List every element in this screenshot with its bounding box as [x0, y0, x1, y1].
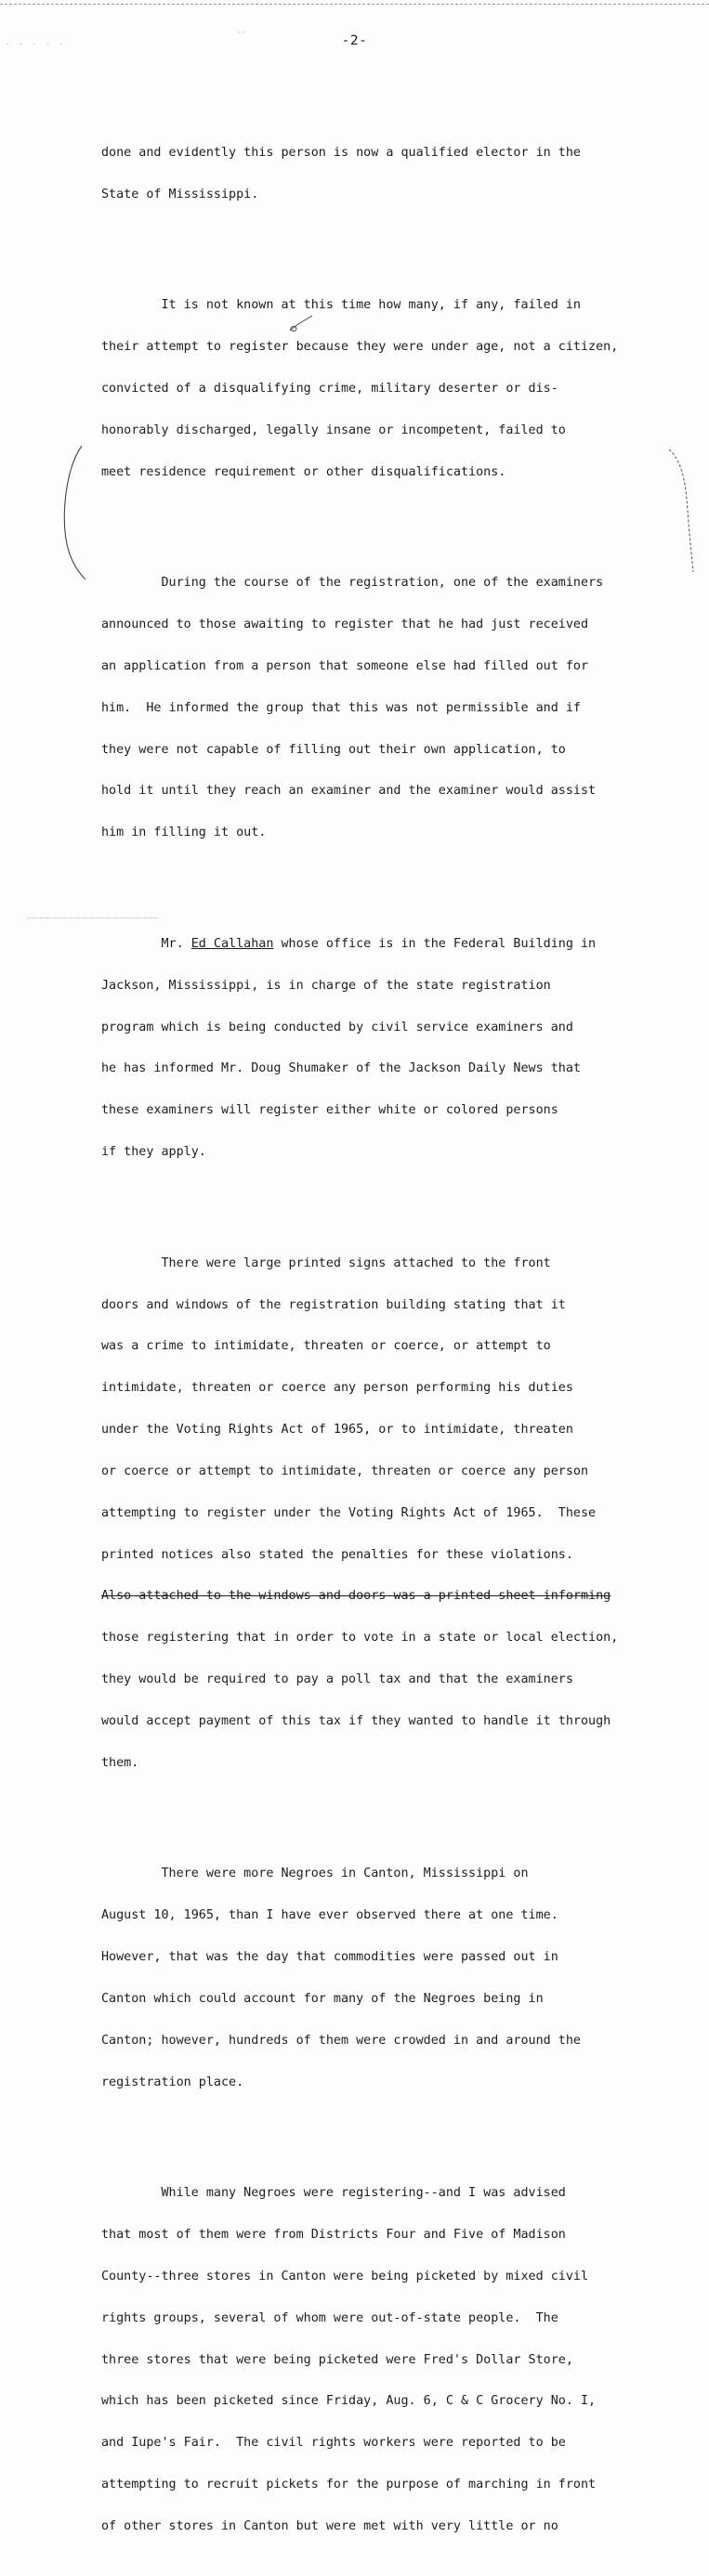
paragraph-6	[101, 1841, 696, 2118]
right-margin-bracket	[665, 446, 702, 576]
callahan-post: whose office is in the Federal Building in	[273, 936, 597, 951]
text-line: intimidate, threaten or coerce any person performing his duties	[101, 1381, 573, 1396]
text-line: August 10, 1965, than I have ever observed there at one time.	[101, 1908, 558, 1923]
text-line: those registering that in order to vote in a state or local election,	[101, 1631, 619, 1646]
text-line: rights groups, several of whom were out-of-state people. The	[101, 2310, 558, 2325]
text-line: There were more Negroes in Canton, Mississippi on	[101, 1867, 529, 1881]
callahan-pre: Mr.	[101, 936, 191, 951]
text-line: attempting to register under the Voting Rights Act of 1965. These	[101, 1505, 597, 1520]
text-line: State of Mississippi.	[101, 187, 259, 202]
page-number: -2-	[341, 33, 368, 48]
text-line: their attempt to register because they were under age, not a citizen,	[101, 340, 619, 355]
text-line: announced to those awaiting to register that he had just received	[101, 618, 589, 632]
text-line: doors and windows of the registration building stating that it	[101, 1297, 566, 1312]
corner-scan-marks: . . . . .	[6, 39, 66, 46]
text-line: would accept payment of this tax if they wanted to handle it through	[101, 1713, 611, 1728]
text-line: that most of them were from Districts Four and Five of Madison	[101, 2228, 566, 2243]
text-line: they would be required to pay a poll tax and that the examiners	[101, 1672, 573, 1687]
text-line: It is not known at this time how many, if any, failed in	[101, 298, 581, 313]
top-edge-rule	[0, 0, 709, 5]
text-line: honorably discharged, legally insane or incompetent, failed to	[101, 423, 566, 437]
text-line: hold it until they reach an examiner and the examiner would assist	[101, 784, 597, 799]
callahan-name: Ed Callahan	[190, 936, 274, 951]
text-line: done and evidently this person is now a qualified elector in the	[101, 145, 581, 160]
text-line: There were large printed signs attached to the front	[101, 1255, 551, 1270]
text-line: or coerce or attempt to intimidate, threaten or coerce any person	[101, 1464, 589, 1478]
text-line: However, that was the day that commodities were passed out in	[101, 1950, 558, 1965]
text-line: Canton which could account for many of the Negroes being in	[101, 1991, 544, 2006]
faint-mark: --	[237, 28, 246, 36]
text-line: if they apply.	[101, 1145, 206, 1160]
text-line: Jackson, Mississippi, is in charge of the state registration	[101, 978, 551, 993]
text-line: these examiners will register either white or colored persons	[101, 1103, 558, 1118]
paragraph-5	[101, 1229, 696, 1799]
text-line: under the Voting Rights Act of 1965, or to intimidate, threaten	[101, 1423, 573, 1438]
text-line: him. He informed the group that this was not permissible and if	[101, 700, 581, 715]
text-line: While many Negroes were registering--and I was advised	[101, 2186, 566, 2201]
text-line: them.	[101, 1755, 139, 1770]
paragraph-7	[101, 2159, 696, 2562]
left-margin-bracket	[58, 442, 85, 581]
paragraph-4	[101, 910, 696, 1188]
text-line: an application from a person that someone else had filled out for	[101, 658, 589, 673]
text-line-callahan	[101, 938, 696, 952]
paragraph-3	[101, 549, 696, 868]
text-line: was a crime to intimidate, threaten or coerce, or attempt to	[101, 1339, 551, 1354]
text-line: three stores that were being picketed were Fred's Dollar Store,	[101, 2352, 573, 2367]
text-line: which has been picketed since Friday, Aug. 6, C & C Grocery No. I,	[101, 2394, 597, 2409]
text-line: printed notices also stated the penalties for these violations.	[101, 1547, 573, 1562]
text-line: convicted of a disqualifying crime, military deserter or dis-	[101, 381, 558, 396]
text-line: attempting to recruit pickets for the purpose of marching in front	[101, 2478, 597, 2492]
text-line: program which is being conducted by civil service examiners and	[101, 1020, 573, 1034]
handwritten-check-mark	[286, 314, 314, 334]
bottom-scan-marks	[28, 912, 158, 918]
text-line: of other stores in Canton but were met with very little or no	[101, 2518, 558, 2533]
text-line: registration place.	[101, 2075, 244, 2089]
paragraph-2	[101, 271, 696, 507]
text-line: they were not capable of filling out their own application, to	[101, 742, 566, 757]
text-line: During the course of the registration, one of the examiners	[101, 576, 604, 591]
text-line: and Iupe's Fair. The civil rights workers were reported to be	[101, 2436, 566, 2451]
document-body	[101, 91, 696, 2576]
paragraph-1	[101, 119, 696, 230]
text-line: him in filling it out.	[101, 826, 267, 840]
struck-text-line: Also attached to the windows and doors was a printed sheet informing	[101, 1589, 611, 1604]
text-line: meet residence requirement or other disqualifications.	[101, 464, 506, 479]
text-line: he has informed Mr. Doug Shumaker of the Jackson Daily News that	[101, 1061, 581, 1076]
text-line: Canton; however, hundreds of them were crowded in and around the	[101, 2033, 581, 2048]
text-line: County--three stores in Canton were being picketed by mixed civil	[101, 2269, 589, 2283]
